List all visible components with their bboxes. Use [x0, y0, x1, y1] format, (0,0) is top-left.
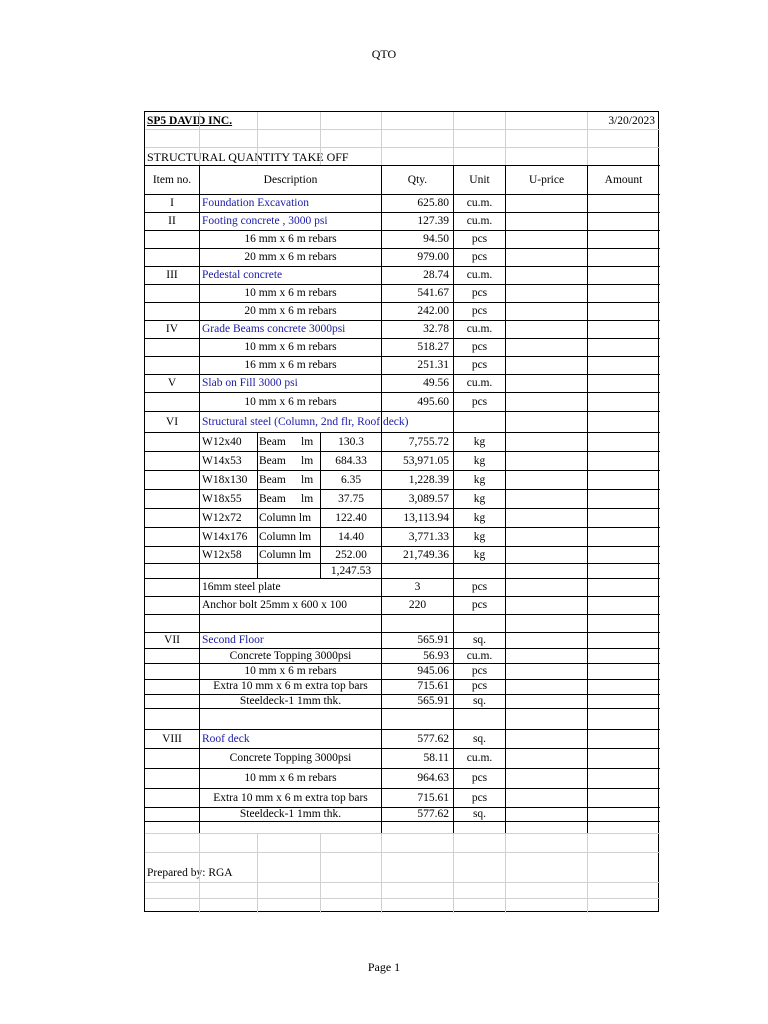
item-number: IV: [165, 323, 179, 335]
page-header: QTO: [371, 47, 397, 61]
length-unit: lm: [301, 436, 314, 448]
unit: kg: [473, 455, 486, 467]
unit: pcs: [471, 251, 488, 263]
quantity: 58.11: [423, 752, 449, 764]
unit: sq.: [472, 695, 487, 707]
line-description: Steeldeck-1 1mm thk.: [239, 808, 342, 820]
grid-line: [381, 833, 382, 913]
quantity: 49.56: [423, 377, 449, 389]
quantity: 251.31: [417, 359, 449, 371]
section-title: Footing concrete , 3000 psi: [202, 215, 328, 227]
steel-section: W18x130: [202, 474, 248, 486]
item-number: VI: [165, 416, 179, 428]
steel-member-type: Beam: [259, 474, 286, 486]
row-line: [145, 230, 660, 231]
unit: pcs: [471, 396, 488, 408]
row-line: [145, 708, 660, 709]
length-total: 1,247.53: [330, 565, 372, 577]
length-value: 6.35: [340, 474, 362, 486]
quantity: 127.39: [417, 215, 449, 227]
quantity: 577.62: [417, 808, 449, 820]
steel-member-type: Column lm: [259, 531, 312, 543]
row-line: [145, 748, 660, 749]
grid-line: [587, 112, 588, 165]
steel-section: W12x72: [202, 512, 242, 524]
quantity: 242.00: [417, 305, 449, 317]
unit: cu.m.: [466, 752, 493, 764]
steel-member-type: Beam: [259, 455, 286, 467]
steel-member-type: Column lm: [259, 512, 312, 524]
length-unit: lm: [301, 455, 314, 467]
quantity: 979.00: [417, 251, 449, 263]
unit: sq.: [472, 634, 487, 646]
line-description: Steeldeck-1 1mm thk.: [239, 695, 342, 707]
grid-line: [453, 112, 454, 165]
unit: pcs: [471, 305, 488, 317]
grid-line: [587, 833, 588, 913]
item-number: II: [168, 215, 176, 227]
item-number: I: [170, 197, 174, 209]
length-value: 130.3: [338, 436, 364, 448]
header-unit: Unit: [469, 174, 490, 186]
section-title: Foundation Excavation: [202, 197, 309, 209]
section-title: Second Floor: [202, 634, 264, 646]
row-line: [145, 266, 660, 267]
row-line: [145, 194, 660, 195]
unit: cu.m.: [466, 377, 493, 389]
row-line: [145, 248, 660, 249]
quantity: 53,971.05: [403, 455, 449, 467]
quantity: 56.93: [423, 650, 449, 662]
quantity: 945.06: [417, 665, 449, 677]
unit: cu.m.: [466, 650, 493, 662]
steel-section: W18x55: [202, 493, 242, 505]
header-amount: Amount: [604, 174, 643, 186]
row-line: [145, 898, 660, 899]
section-title: Pedestal concrete: [202, 269, 283, 281]
unit: pcs: [471, 599, 488, 611]
quantity: 28.74: [423, 269, 449, 281]
section-title: Grade Beams concrete 3000psi: [202, 323, 346, 335]
line-description: Extra 10 mm x 6 m extra top bars: [213, 792, 368, 804]
length-value: 122.40: [335, 512, 367, 524]
grid-line: [257, 112, 258, 165]
row-line: [145, 614, 660, 615]
grid-line: [505, 112, 506, 165]
steel-member-type: Beam: [259, 493, 286, 505]
section-title: Structural steel (Column, 2nd flr, Roof deck): [202, 416, 409, 428]
grid-line: [257, 833, 258, 913]
line-description: 10 mm x 6 m rebars: [244, 665, 337, 677]
quantity: 577.62: [417, 733, 449, 745]
quantity: 541.67: [417, 287, 449, 299]
line-description: Concrete Topping 3000psi: [229, 650, 352, 662]
line-description: 10 mm x 6 m rebars: [244, 772, 337, 784]
quantity: 94.50: [423, 233, 449, 245]
row-line: [145, 546, 660, 547]
quantity: 565.91: [417, 695, 449, 707]
row-line: [145, 882, 660, 883]
quantity: 3: [414, 581, 421, 593]
header-description: Description: [263, 174, 318, 186]
unit: pcs: [471, 287, 488, 299]
item-number: V: [167, 377, 177, 389]
row-line: [145, 821, 660, 822]
steel-member-type: Beam: [259, 436, 286, 448]
unit: kg: [473, 436, 486, 448]
row-line: [145, 302, 660, 303]
line-description: Extra 10 mm x 6 m extra top bars: [213, 680, 368, 692]
length-value: 252.00: [335, 549, 367, 561]
header-item-no: Item no.: [152, 174, 192, 186]
grid-line: [199, 112, 200, 165]
unit: pcs: [471, 772, 488, 784]
grid-line: [320, 112, 321, 165]
row-line: [145, 320, 660, 321]
grid-line: [199, 833, 200, 913]
page-footer: Page 1: [367, 960, 401, 974]
column-line: [257, 432, 258, 578]
row-line: [145, 374, 660, 375]
quantity: 565.91: [417, 634, 449, 646]
unit: pcs: [471, 581, 488, 593]
sheet-date: 3/20/2023: [608, 115, 655, 127]
line-description: Concrete Topping 3000psi: [229, 752, 352, 764]
section-title: Slab on Fill 3000 psi: [202, 377, 298, 389]
unit: kg: [473, 493, 486, 505]
row-line: [145, 392, 660, 393]
quantity: 21,749.36: [403, 549, 449, 561]
row-line: [145, 212, 660, 213]
grid-line: [320, 833, 321, 913]
quantity: 964.63: [417, 772, 449, 784]
row-line: [145, 451, 660, 452]
line-description: 20 mm x 6 m rebars: [244, 251, 337, 263]
row-line: [145, 596, 660, 597]
unit: cu.m.: [466, 269, 493, 281]
quantity: 13,113.94: [403, 512, 449, 524]
header-qty: Qty.: [407, 174, 428, 186]
steel-section: W12x40: [202, 436, 242, 448]
row-line: [145, 563, 660, 564]
quantity: 3,089.57: [408, 493, 449, 505]
unit: sq.: [472, 733, 487, 745]
unit: pcs: [471, 359, 488, 371]
header-u-price: U-price: [528, 174, 565, 186]
length-value: 14.40: [338, 531, 364, 543]
unit: cu.m.: [466, 197, 493, 209]
company-name: SP5 DAVID INC.: [147, 115, 233, 127]
item-number: III: [166, 269, 178, 281]
row-line: [145, 284, 660, 285]
quantity: 32.78: [423, 323, 449, 335]
line-description: Anchor bolt 25mm x 600 x 100: [202, 599, 348, 611]
line-description: 10 mm x 6 m rebars: [244, 287, 337, 299]
row-line: [145, 508, 660, 509]
row-line: [145, 833, 660, 834]
grid-line: [453, 833, 454, 913]
quantity: 625.80: [417, 197, 449, 209]
quantity: 518.27: [417, 341, 449, 353]
quantity: 715.61: [417, 680, 449, 692]
row-line: [145, 768, 660, 769]
item-number: VII: [164, 634, 180, 646]
unit: kg: [473, 531, 486, 543]
unit: pcs: [471, 341, 488, 353]
line-description: 10 mm x 6 m rebars: [244, 341, 337, 353]
row-line: [145, 527, 660, 528]
section-title: Roof deck: [202, 733, 250, 745]
row-line: [145, 852, 660, 853]
unit: cu.m.: [466, 215, 493, 227]
quantity: 1,228.39: [408, 474, 449, 486]
line-description: 16 mm x 6 m rebars: [244, 359, 337, 371]
grid-line: [505, 833, 506, 913]
grid-line: [145, 165, 660, 166]
row-line: [145, 411, 660, 412]
steel-member-type: Column lm: [259, 549, 312, 561]
row-line: [145, 338, 660, 339]
unit: kg: [473, 474, 486, 486]
unit: cu.m.: [466, 323, 493, 335]
row-line: [145, 470, 660, 471]
unit: kg: [473, 549, 486, 561]
grid-line: [145, 129, 660, 130]
length-unit: lm: [301, 474, 314, 486]
quantity: 220: [408, 599, 427, 611]
length-unit: lm: [301, 493, 314, 505]
grid-line: [381, 112, 382, 165]
line-description: 16mm steel plate: [202, 581, 281, 593]
row-line: [145, 356, 660, 357]
sheet-title: STRUCTURAL QUANTITY TAKE OFF: [147, 150, 349, 164]
unit: kg: [473, 512, 486, 524]
line-description: 10 mm x 6 m rebars: [244, 396, 337, 408]
line-description: 16 mm x 6 m rebars: [244, 233, 337, 245]
prepared-by: Prepared by: RGA: [147, 867, 233, 879]
item-number: VIII: [162, 733, 182, 745]
steel-section: W12x58: [202, 549, 242, 561]
row-line: [145, 578, 660, 579]
length-value: 684.33: [335, 455, 367, 467]
row-line: [145, 729, 660, 730]
quantity: 495.60: [417, 396, 449, 408]
quantity: 7,755.72: [408, 436, 449, 448]
row-line: [145, 489, 660, 490]
steel-section: W14x176: [202, 531, 248, 543]
grid-line: [145, 147, 660, 148]
length-value: 37.75: [338, 493, 364, 505]
unit: pcs: [471, 680, 488, 692]
unit: pcs: [471, 665, 488, 677]
unit: pcs: [471, 233, 488, 245]
quantity: 715.61: [417, 792, 449, 804]
steel-section: W14x53: [202, 455, 242, 467]
row-line: [145, 788, 660, 789]
line-description: 20 mm x 6 m rebars: [244, 305, 337, 317]
row-line: [145, 432, 660, 433]
unit: pcs: [471, 792, 488, 804]
quantity: 3,771.33: [408, 531, 449, 543]
quantity-takeoff-sheet: [144, 111, 659, 912]
unit: sq.: [472, 808, 487, 820]
